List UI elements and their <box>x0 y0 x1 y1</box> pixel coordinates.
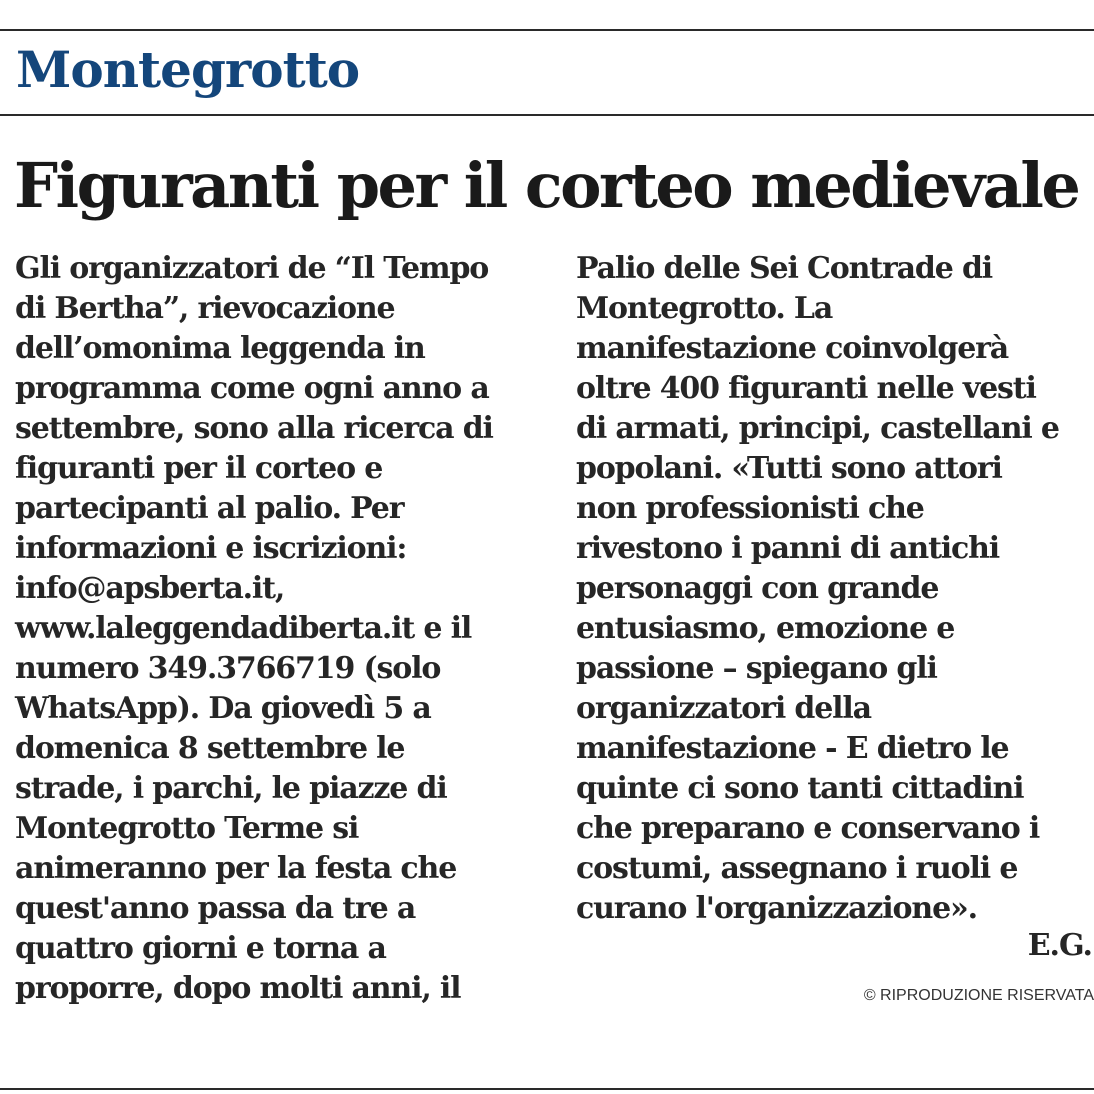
body-line: strade, i parchi, le piazze di <box>15 771 447 806</box>
email-text: info@apsberta.it, <box>15 571 285 606</box>
body-line: partecipanti al palio. Per <box>15 491 404 526</box>
body-line: di Bertha”, rievocazione <box>15 291 395 326</box>
section-divider <box>0 114 1094 116</box>
body-line: WhatsApp). Da giovedì 5 a <box>15 691 431 726</box>
body-line: manifestazione - E dietro le <box>576 731 1009 766</box>
body-line: informazioni e iscrizioni: <box>15 531 407 566</box>
body-line: organizzatori della <box>576 691 871 726</box>
body-line: programma come ogni anno a <box>15 371 489 406</box>
article-headline: Figuranti per il corteo medievale <box>14 149 1079 222</box>
body-line: figuranti per il corteo e <box>15 451 383 486</box>
body-line: manifestazione coinvolgerà <box>576 331 1009 366</box>
body-line: domenica 8 settembre le <box>15 731 405 766</box>
body-line: di armati, principi, castellani e <box>576 411 1059 446</box>
body-line: Montegrotto. La <box>576 291 833 326</box>
body-line: proporre, dopo molti anni, il <box>15 971 461 1006</box>
section-title: Montegrotto <box>16 40 360 99</box>
bottom-rule <box>0 1088 1094 1090</box>
body-line: curano l'organizzazione». <box>576 891 977 926</box>
body-line: passione – spiegano gli <box>576 651 937 686</box>
body-line: quest'anno passa da tre a <box>15 891 416 926</box>
body-line: quattro giorni e torna a <box>15 931 386 966</box>
body-line: popolani. «Tutti sono attori <box>576 451 1002 486</box>
body-line: non professionisti che <box>576 491 924 526</box>
article-column-right <box>576 249 1094 929</box>
body-line: Montegrotto Terme si <box>15 811 359 846</box>
body-line: costumi, assegnano i ruoli e <box>576 851 1018 886</box>
body-line: settembre, sono alla ricerca di <box>15 411 493 446</box>
body-line: personaggi con grande <box>576 571 939 606</box>
website-text: www.laleggendadiberta.it e il <box>15 611 472 646</box>
body-line: dell’omonima leggenda in <box>15 331 425 366</box>
copyright-notice: © RIPRODUZIONE RISERVATA <box>863 987 1094 1004</box>
body-line: entusiasmo, emozione e <box>576 611 955 646</box>
body-line: quinte ci sono tanti cittadini <box>576 771 1024 806</box>
body-line: oltre 400 figuranti nelle vesti <box>576 371 1036 406</box>
body-line: animeranno per la festa che <box>15 851 457 886</box>
body-line: che preparano e conservano i <box>576 811 1040 846</box>
body-line: rivestono i panni di antichi <box>576 531 1000 566</box>
top-rule <box>0 29 1094 31</box>
phone-text: numero 349.3766719 (solo <box>15 651 441 686</box>
article-column-left <box>15 249 555 1009</box>
author-signature: E.G. <box>1027 928 1092 963</box>
body-line: Gli organizzatori de “Il Tempo <box>15 251 489 286</box>
body-line: Palio delle Sei Contrade di <box>576 251 993 286</box>
